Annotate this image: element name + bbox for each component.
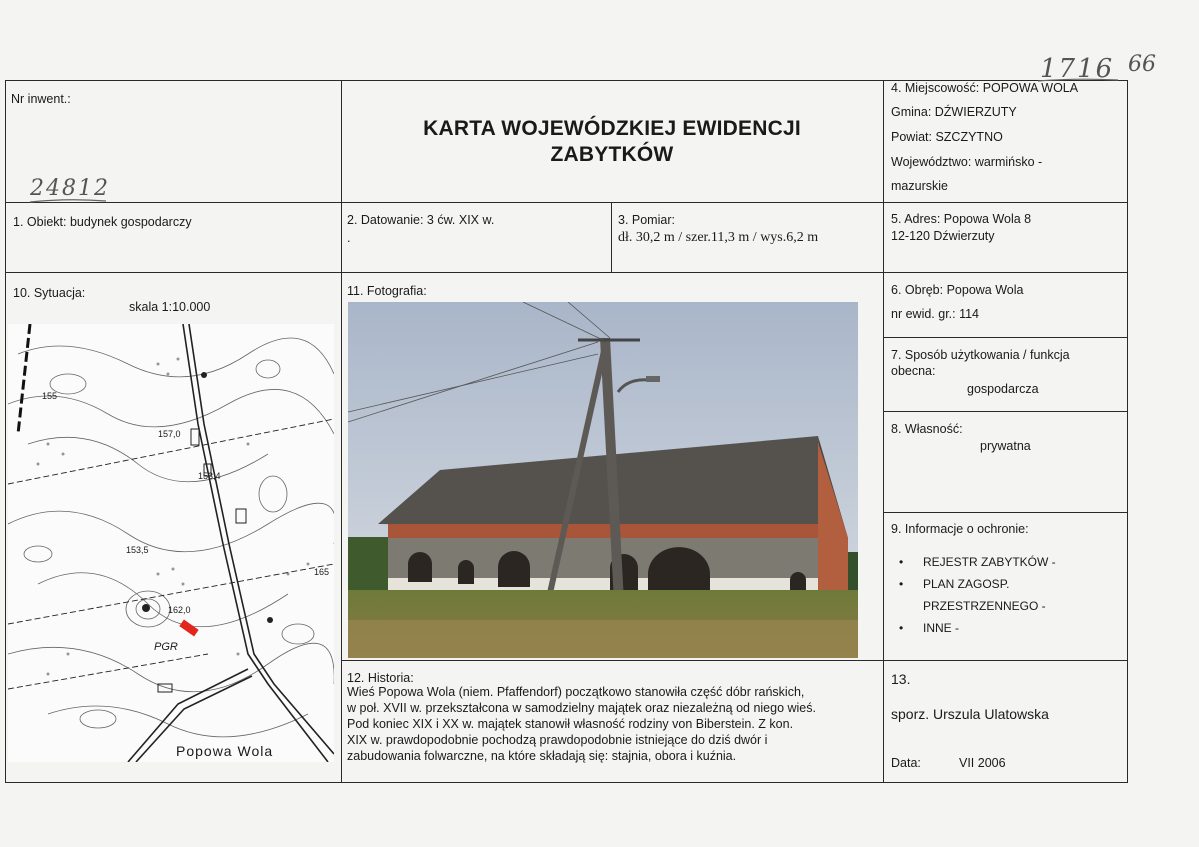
rule [5, 202, 1127, 203]
protection-item: • PLAN ZAGOSP. [893, 573, 1056, 595]
map-label: 153,5 [126, 545, 149, 555]
map-label: 155 [42, 391, 58, 401]
date-value: VII 2006 [959, 756, 1006, 770]
protection-list [893, 551, 1056, 639]
title-line: KARTA WOJEWÓDZKIEJ EWIDENCJI [423, 117, 801, 140]
rule [884, 512, 1127, 513]
precinct-field: 6. Obręb: Popowa Wola [891, 283, 1024, 297]
protection-label: 9. Informacje o ochronie: [891, 522, 1029, 536]
handwritten-inventory-number: 24812 [30, 176, 110, 201]
handwritten-underline [28, 196, 108, 206]
history-line: XIX w. prawdopodobnie pochodzą prawdopodobnie istniejące do dziś dwór i [347, 733, 768, 747]
protection-item-cont: PRZESTRZENNEGO - [923, 599, 1046, 613]
document-title [342, 116, 882, 169]
usage-label-cont: obecna: [891, 364, 936, 378]
address-field: 5. Adres: Popowa Wola 8 [891, 212, 1032, 226]
rule [5, 272, 1127, 273]
dating-field: 2. Datowanie: 3 ćw. XIX w. [347, 213, 495, 227]
situation-map [8, 324, 334, 762]
map-label: 157,0 [158, 429, 181, 439]
rule [5, 80, 6, 783]
plot-number-field: nr ewid. gr.: 114 [891, 307, 980, 321]
county-field: Powiat: SZCZYTNO [891, 130, 1003, 144]
history-line: Wieś Popowa Wola (niem. Pfaffendorf) początkowo stanowiła część dóbr rańskich, [347, 685, 805, 699]
rule [1127, 80, 1128, 783]
history-line: zabudowania folwarczne, na które składają się: stajnia, obora i kuźnia. [347, 749, 737, 763]
map-label: 153,4 [198, 471, 221, 481]
rule [883, 80, 884, 783]
history-label: 12. Historia: [347, 671, 414, 685]
ownership-label: 8. Własność: [891, 422, 963, 436]
usage-value: gospodarcza [967, 382, 1039, 396]
rule [884, 337, 1127, 338]
rule [611, 202, 612, 272]
measurement-label: 3. Pomiar: [618, 213, 675, 227]
history-line: Pod koniec XIX i XX w. majątek stanowił własność rodziny von Biberstein. Z kon. [347, 717, 794, 731]
measurement-value: dł. 30,2 m / szer.11,3 m / wys.6,2 m [618, 230, 819, 245]
object-field: 1. Obiekt: budynek gospodarczy [13, 215, 192, 229]
map-scale: skala 1:10.000 [129, 300, 211, 314]
ownership-value: prywatna [980, 439, 1031, 453]
map-label: 165 [314, 567, 330, 577]
handwritten-suffix: 66 [1128, 52, 1156, 77]
protection-item: • INNE - [893, 617, 1056, 639]
protection-item: • REJESTR ZABYTKÓW - [893, 551, 1056, 573]
rule [884, 411, 1127, 412]
author-field: sporz. Urszula Ulatowska [891, 706, 1049, 722]
history-line: w poł. XVII w. przekształcona w samodzielny majątek oraz niezależną od niego wieś. [347, 701, 816, 715]
photo-label: 11. Fotografia: [347, 284, 427, 298]
inventory-label: Nr inwent.: [11, 92, 71, 106]
situation-label: 10. Sytuacja: [13, 286, 86, 300]
address-postal: 12-120 Dźwierzuty [891, 229, 995, 243]
usage-label: 7. Sposób użytkowania / funkcja [891, 348, 1070, 362]
voivodeship-field: Województwo: warmińsko - [891, 155, 1043, 169]
building-photo [348, 302, 858, 658]
title-line: ZABYTKÓW [550, 143, 674, 167]
rule [342, 660, 1127, 661]
map-label: Popowa Wola [176, 743, 274, 759]
section-13-label: 13. [891, 671, 911, 687]
barn-photo [348, 302, 858, 658]
map-label: 162,0 [168, 605, 191, 615]
date-label: Data: [891, 756, 921, 770]
map-label: PGR [154, 641, 178, 653]
commune-field: Gmina: DŹWIERZUTY [891, 105, 1017, 119]
voivodeship-field-cont: mazurskie [891, 179, 948, 193]
rule [5, 782, 1127, 783]
rule [341, 80, 342, 783]
dating-dot: . [347, 231, 351, 245]
place-field: 4. Miejscowość: POPOWA WOLA [891, 81, 1079, 95]
handwritten-number: 1716 [1040, 54, 1115, 84]
